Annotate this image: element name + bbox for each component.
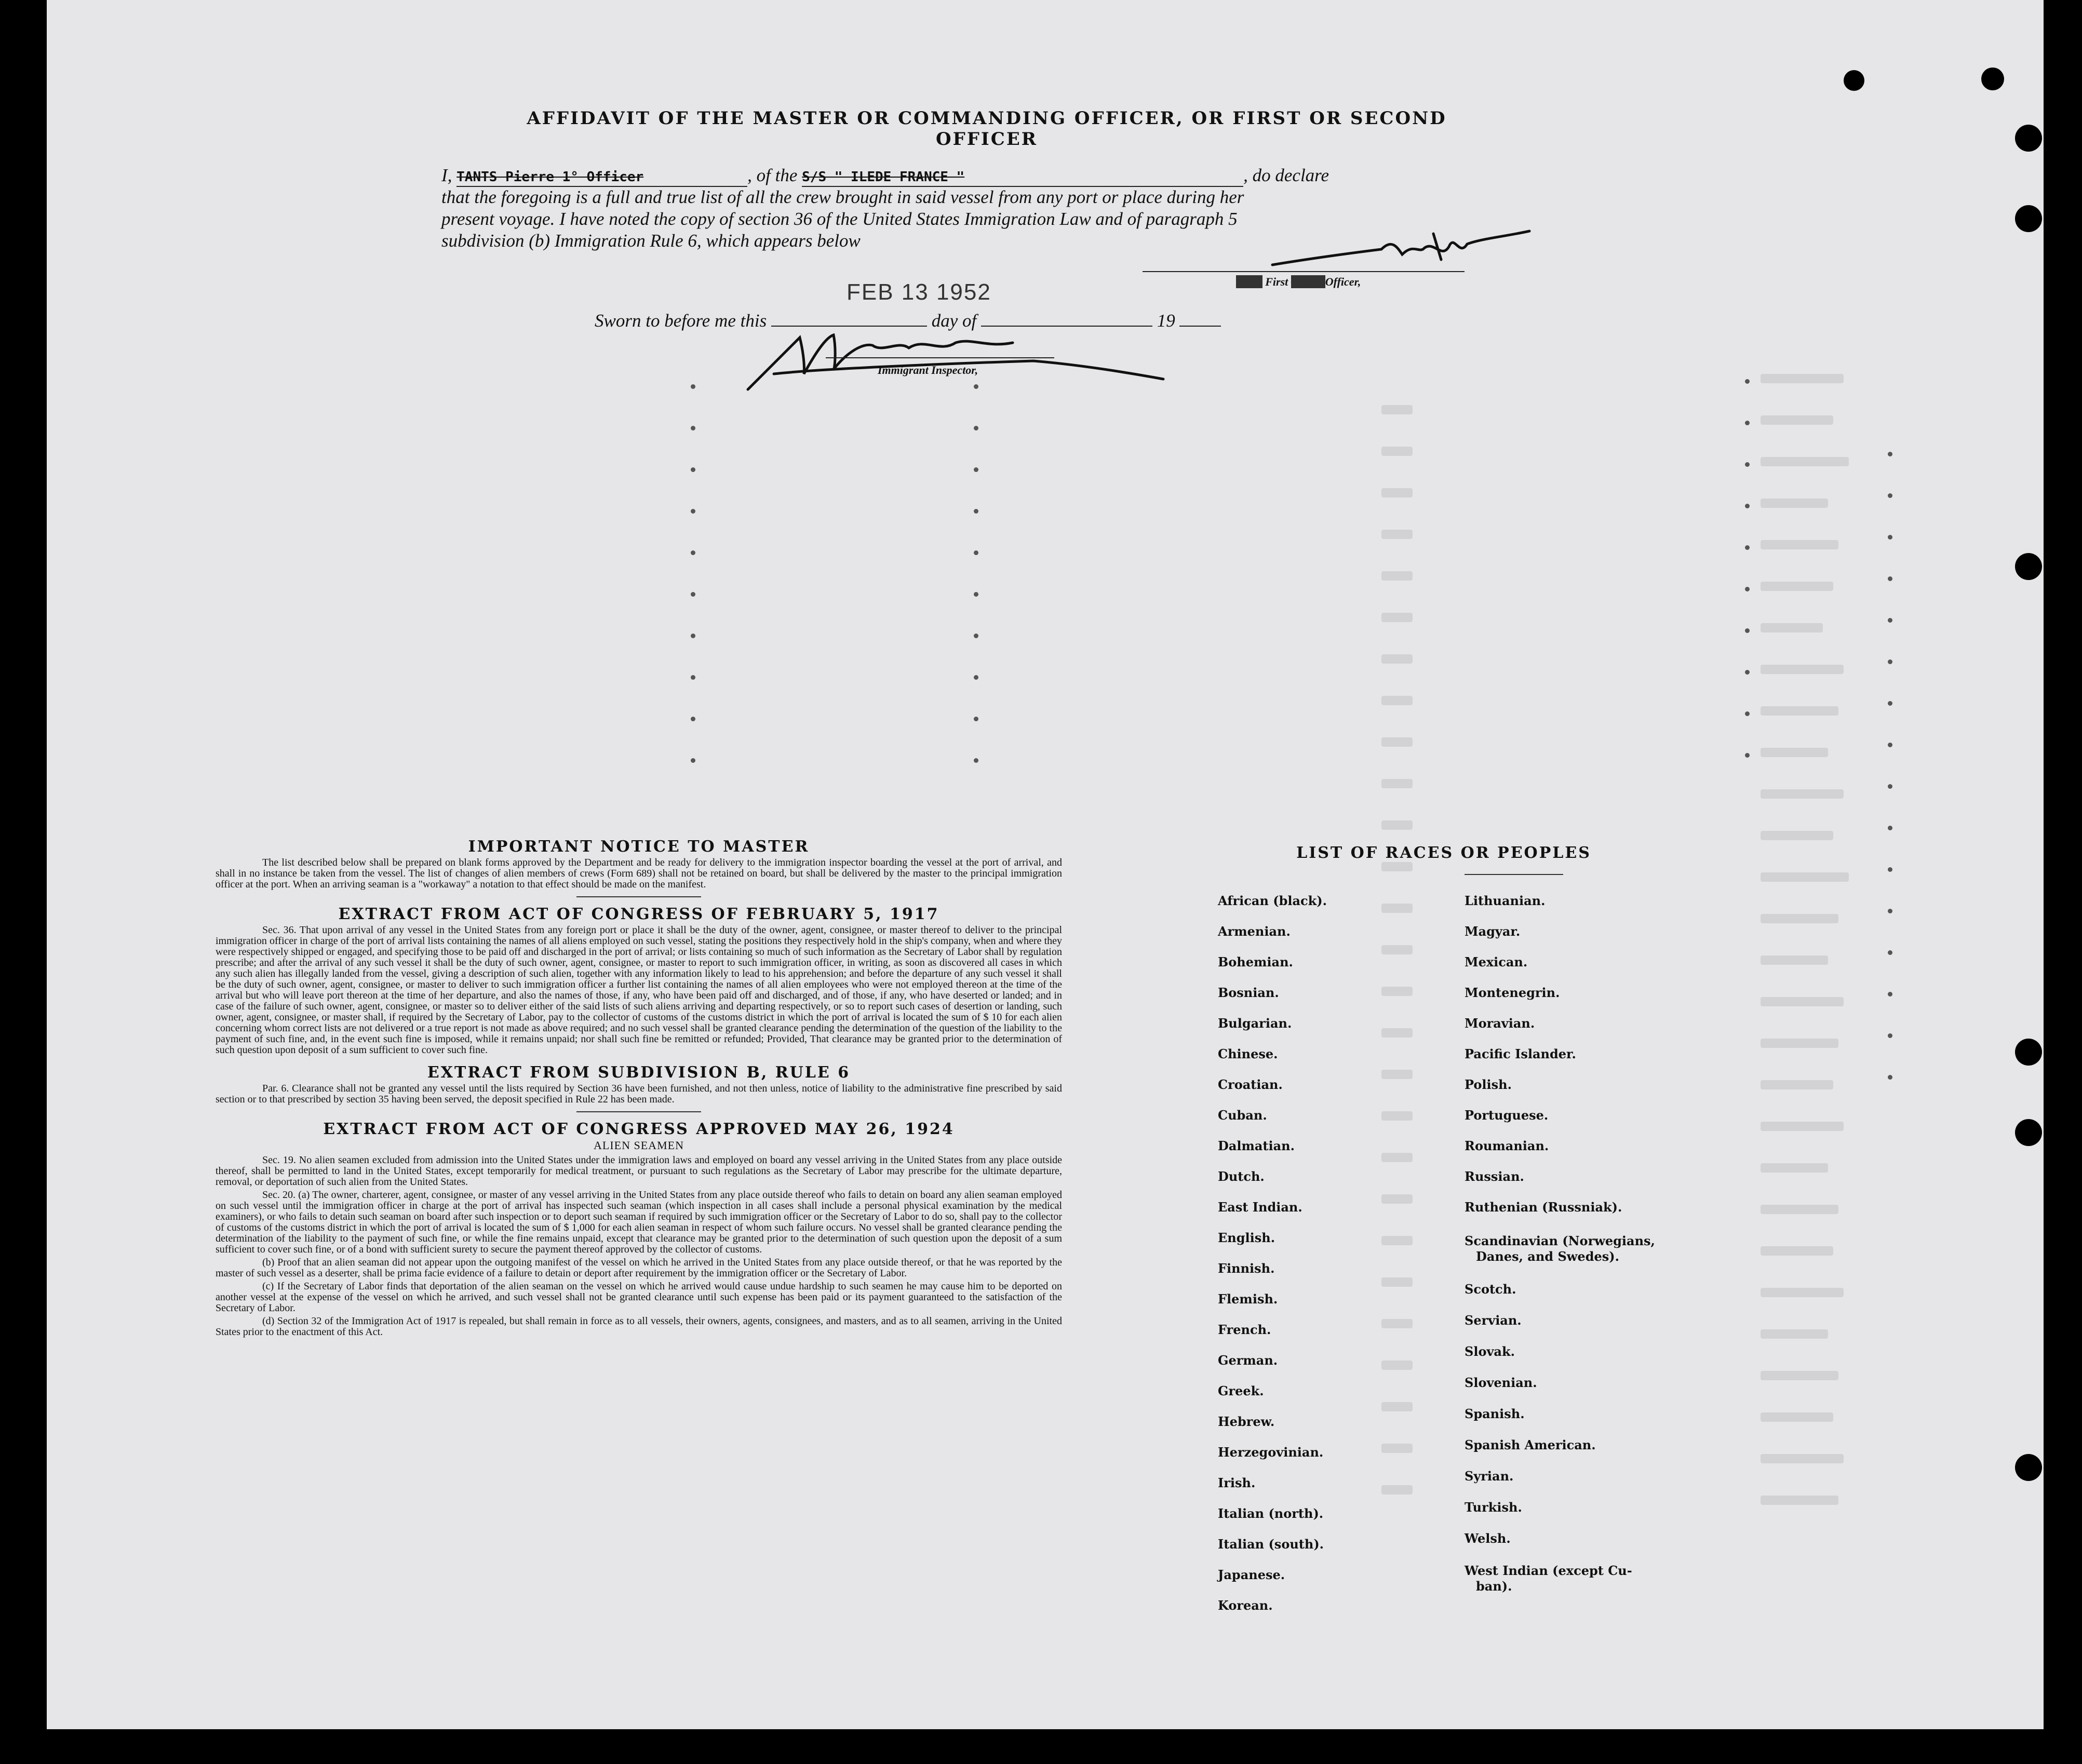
race-item: Flemish.: [1218, 1291, 1278, 1307]
punch-hole: [1981, 68, 2004, 90]
race-item: Danes, and Swedes).: [1476, 1249, 1619, 1264]
dotted-column-right: [1745, 379, 1750, 805]
race-item: German.: [1218, 1353, 1278, 1368]
race-item: Spanish American.: [1465, 1437, 1596, 1452]
affidavit-prefix: I,: [441, 165, 452, 185]
race-item: Montenegrin.: [1465, 985, 1560, 1000]
divider: [576, 896, 701, 897]
extract-1924-p4: (c) If the Secretary of Labor finds that deportation of the alien seaman on the vessel on which he arrived would cause undue hardship to such seamen he may cause him to be deported on another vessel at the expense of the vessel on which he arrived, and such vessel shall not be granted clearance until such expense has been paid or its payment guaranteed to the satisfaction of the Secretary of Labor.: [216, 1281, 1062, 1314]
extract-1924-subtitle: ALIEN SEAMEN: [594, 1139, 684, 1152]
race-item: Italian (north).: [1218, 1506, 1324, 1521]
race-item: Pacific Islander.: [1465, 1046, 1576, 1061]
divider: [576, 1111, 701, 1112]
race-item: Lithuanian.: [1465, 893, 1546, 908]
extract-rule6-text: Par. 6. Clearance shall not be granted any vessel until the lists required by Section 36 have been furnished, and not then unless, notice of liability to the administrative fine prescribed by said section or to that prescribed by section 35 having been served, the deposit specified in Rule 22 has been made.: [216, 1083, 1062, 1105]
sworn-prefix: Sworn to before me this: [595, 311, 767, 331]
race-item: Korean.: [1218, 1598, 1273, 1613]
race-item: Bohemian.: [1218, 954, 1293, 969]
race-item: ban).: [1476, 1579, 1512, 1594]
punch-hole: [1844, 70, 1864, 91]
affidavit-suffix: , do declare: [1243, 165, 1329, 185]
races-title-rule: [1465, 874, 1563, 875]
vessel-name: S/S " ILEDE FRANCE ": [802, 169, 965, 185]
affidavit-heading: AFFIDAVIT OF THE MASTER OR COMMANDING OFFICER, OR FIRST OR SECOND OFFICER: [527, 108, 1447, 150]
race-item: Chinese.: [1218, 1046, 1278, 1061]
notice-column: [216, 838, 1062, 1340]
officer-title-first: First: [1265, 275, 1288, 288]
affidavit-line-3: present voyage. I have noted the copy of section 36 of the United States Immigration Law and of paragraph 5: [441, 209, 1238, 229]
bleed-through-names: [1761, 374, 1864, 1620]
race-item: Magyar.: [1465, 924, 1521, 939]
race-item: Finnish.: [1218, 1261, 1275, 1276]
officer-title-suffix: Officer,: [1325, 275, 1361, 288]
sworn-day-of: day of: [931, 311, 977, 331]
race-item: Welsh.: [1465, 1531, 1511, 1546]
affidavit-line-4: subdivision (b) Immigration Rule 6, which appears below: [441, 231, 861, 251]
date-stamp: FEB 13 1952: [847, 279, 991, 305]
race-item: Scandinavian (Norwegians,: [1465, 1233, 1655, 1248]
notice-title: IMPORTANT NOTICE TO MASTER: [468, 838, 810, 856]
punch-hole: [2015, 1454, 2042, 1481]
punch-hole: [2015, 1119, 2042, 1146]
race-item: French.: [1218, 1322, 1271, 1337]
race-item: Dalmatian.: [1218, 1138, 1295, 1153]
race-item: Bosnian.: [1218, 985, 1279, 1000]
sworn-year: 19: [1157, 311, 1175, 331]
document-page: [47, 0, 2044, 1729]
races-right-list: [1465, 893, 1703, 1599]
affidavit-mid: , of the: [747, 165, 798, 185]
race-item: Armenian.: [1218, 924, 1291, 939]
inspector-label: Immigrant Inspector,: [878, 363, 978, 376]
punch-hole: [2015, 1039, 2042, 1066]
dotted-column-middle: [974, 384, 979, 810]
race-item: Scotch.: [1465, 1282, 1516, 1297]
race-item: West Indian (except Cu-: [1465, 1563, 1632, 1578]
officer-title: [1236, 275, 1361, 289]
extract-1917-title: EXTRACT FROM ACT OF CONGRESS OF FEBRUARY 5, 1917: [338, 905, 939, 923]
race-item: Servian.: [1465, 1313, 1522, 1328]
extract-1924-p5: (d) Section 32 of the Immigration Act of 1917 is repealed, but shall remain in force as to all vessels, their owners, agents, consignees, and masters, and as to all seamen, arriving in the United States prior to the enactment of this Act.: [216, 1315, 1062, 1338]
race-item: Ruthenian (Russniak).: [1465, 1200, 1622, 1215]
extract-1924-p2: Sec. 20. (a) The owner, charterer, agent, consignee, or master of any vessel arriving in the United States from any place outside thereof who fails to detain on board any alien seaman employed on such vessel until the immigration officer in charge at the port of arrival has inspected such seaman (which inspection in all cases shall include a personal physical examination by the medical examiners), or who fails to detain such seaman on board after such inspection or to deport such seaman if required by such immigration officer or the Secretary of Labor to do so, shall pay to the collector of customs of the customs district in which the port of arrival is located the sum of $ 1,000 for each alien seaman in respect of whom such failure occurs. No vessel shall be granted clearance pending the determination of the liability to the payment of such fine, or while the fine remains unpaid, except that clearance may be granted prior to the determination of such question upon the deposit of a sum sufficient to cover such fine, or of a bond with sufficient surety to secure the payment thereof approved by the collector of customs.: [216, 1189, 1062, 1255]
extract-rule6-title: EXTRACT FROM SUBDIVISION B, RULE 6: [427, 1063, 851, 1082]
race-item: Bulgarian.: [1218, 1016, 1292, 1031]
punch-hole: [2015, 125, 2042, 152]
race-item: East Indian.: [1218, 1200, 1302, 1215]
extract-1924-title: EXTRACT FROM ACT OF CONGRESS APPROVED MAY 26, 1924: [323, 1120, 955, 1138]
race-item: Japanese.: [1218, 1567, 1285, 1582]
officer-name: TANTS Pierre 1° Officer: [456, 169, 644, 185]
affidavit-line-2: that the foregoing is a full and true list of all the crew brought in said vessel from any port or place during her: [441, 187, 1244, 207]
dotted-column-left: [691, 384, 696, 810]
races-left-list: [1218, 893, 1436, 1613]
inspector-signature: [743, 317, 1168, 400]
race-item: Mexican.: [1465, 954, 1528, 969]
race-item: Greek.: [1218, 1383, 1264, 1398]
officer-signature-line: [1143, 271, 1465, 272]
race-item: Dutch.: [1218, 1169, 1265, 1184]
officer-title-struck-2: Second: [1291, 275, 1325, 288]
officer-title-struck-1: Mast.: [1236, 275, 1262, 288]
race-item: Slovak.: [1465, 1344, 1515, 1359]
affidavit-line-1: [441, 165, 1480, 187]
extract-1917-text: Sec. 36. That upon arrival of any vessel in the United States from any foreign port or place it shall be the duty of the owner, agent, consignee, or master thereof to deliver to the principal immigration officer in charge of the port of arrival lists containing the names of all aliens employed on such vessel, stating the positions they respectively hold in the ship's company, when and where they were respectively shipped or engaged, and specifying those to be paid off and discharged in the port of arrival; or lists containing so much of such information as the Secretary of Labor shall by regulation prescribe; and after the arrival of any such vessel it shall be the duty of such owner, agent, consignee, or master to report to such immigration officer, in writing, as soon as discovered all cases in which any such alien has illegally landed from the vessel, giving a description of such alien, together with any information likely to lead to his apprehension; and before the departure of any such vessel it shall be the duty of such owner, agent, consignee, or master to deliver to such immigration officer a further list containing the names of all alien employees who were not employed thereon at the time of the arrival but who will leave port thereon at the time of her departure, and also the names of those, if any, who have been paid off and discharged, and of those, if any, who have deserted or landed; and in case of the failure of such owner, agent, consignee, or master so to deliver either of the said lists of such aliens arriving and departing respectively, or so to report such cases of desertion or landing, such owner, agent, consignee, or master shall, if required by the Secretary of Labor, pay to the collector of customs of the customs district in which the port of arrival is located the sum of $ 10 for each alien concerning whom correct lists are not delivered or a true report is not made as above required; and no such vessel shall be granted clearance pending the determination of the question of the liability to the payment of such fine, and, in the event such fine is imposed, while it remains unpaid; nor shall such fine be remitted or refunded; Provided, That clearance may be granted prior to the determination of such question upon deposit of a sum sufficient to cover such fine.: [216, 924, 1062, 1056]
race-item: Cuban.: [1218, 1108, 1267, 1123]
race-item: Hebrew.: [1218, 1414, 1275, 1429]
punch-hole: [2015, 553, 2042, 580]
races-title: LIST OF RACES OR PEOPLES: [1296, 844, 1591, 862]
race-item: African (black).: [1218, 893, 1327, 908]
race-item: Roumanian.: [1465, 1138, 1549, 1153]
race-item: Polish.: [1465, 1077, 1512, 1092]
race-item: Russian.: [1465, 1169, 1524, 1184]
race-item: Syrian.: [1465, 1469, 1514, 1484]
inspector-signature-line: [826, 357, 1054, 358]
extract-1924-p3: (b) Proof that an alien seaman did not appear upon the outgoing manifest of the vessel on which he arrived in the United States from any place outside thereof, or that he was reported by the master of such vessel as a deserter, shall be prima facie evidence of a failure to detain or deport after requirement by the immigration officer or the Secretary of Labor.: [216, 1257, 1062, 1279]
race-item: Spanish.: [1465, 1406, 1525, 1421]
race-item: Turkish.: [1465, 1500, 1522, 1515]
race-item: Italian (south).: [1218, 1537, 1324, 1552]
notice-text: The list described below shall be prepared on blank forms approved by the Department and be ready for delivery to the immigration inspector boarding the vessel at the port of arrival, and shall in no instance be taken from the vessel. The list of changes of alien members of crews (Form 689) shall not be retained on board, but shall be delivered by the master to the principal immigration officer at the port. When an arriving seaman is a "workaway" a notation to that effect should be made on the manifest.: [216, 857, 1062, 890]
race-item: Croatian.: [1218, 1077, 1283, 1092]
race-item: Slovenian.: [1465, 1375, 1537, 1390]
race-item: Irish.: [1218, 1475, 1256, 1490]
race-item: Portuguese.: [1465, 1108, 1549, 1123]
race-item: Moravian.: [1465, 1016, 1535, 1031]
extract-1924-p1: Sec. 19. No alien seamen excluded from admission into the United States under the immigration laws and employed on board any vessel arriving in the United States from any place outside thereof, shall be permitted to land in the United States, except temporarily for medical treatment, or pursuant to such regulations as the Secretary of Labor may prescribe for the ultimate departure, removal, or deportation of such alien from the United States.: [216, 1154, 1062, 1188]
race-item: English.: [1218, 1230, 1275, 1245]
dotted-column-edge: [1888, 452, 1893, 1231]
race-item: Herzegovinian.: [1218, 1445, 1324, 1460]
punch-hole: [2015, 205, 2042, 232]
